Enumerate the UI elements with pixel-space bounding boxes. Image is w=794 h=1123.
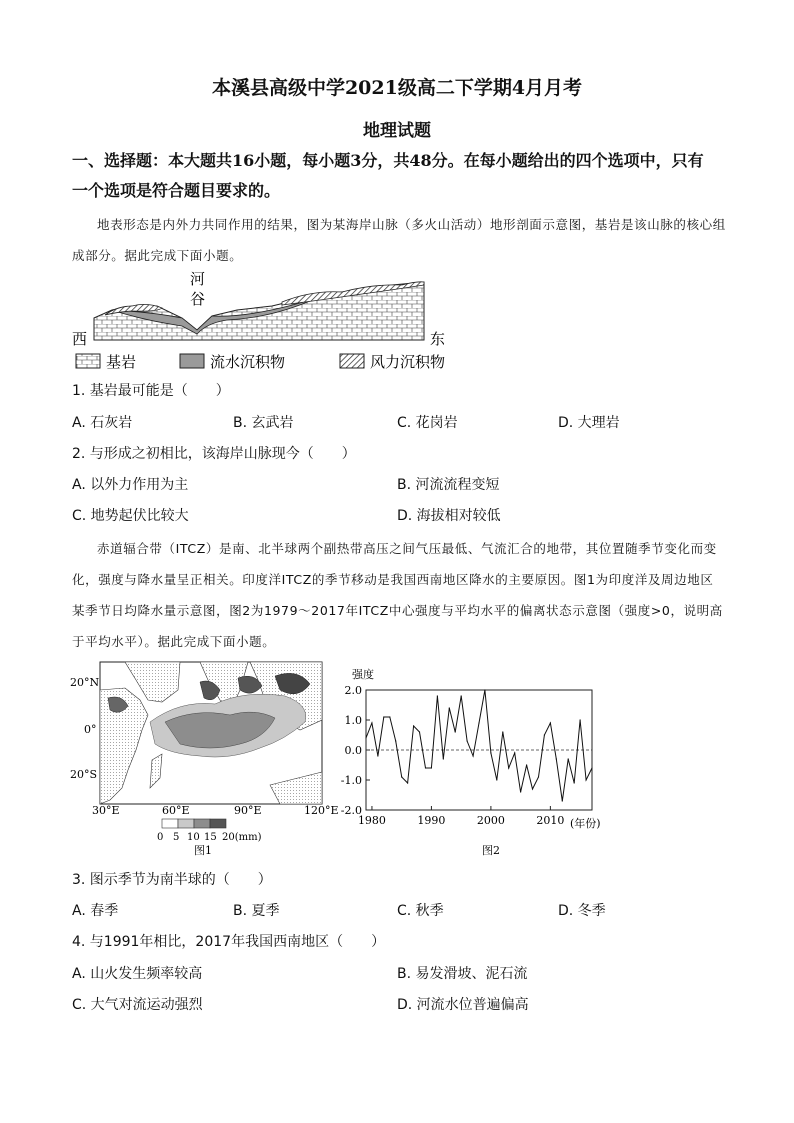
lat-label-20s: 20°S (70, 768, 98, 781)
itcz-intensity-series (366, 690, 592, 801)
east-label: 东 (430, 330, 446, 348)
section-heading-line1: 一、选择题：本大题共16小题，每小题3分，共48分。在每小题给出的四个选项中，只有 (72, 151, 704, 170)
legend-value-10: 10 (187, 832, 200, 843)
data-point-1981 (377, 755, 378, 756)
terrain-profile-figure (72, 268, 472, 380)
q4-option-c[interactable]: C. 大气对流运动强烈 (72, 997, 203, 1013)
data-point-1989 (425, 767, 426, 768)
data-point-2000 (490, 752, 491, 753)
legend-value-20: 20(mm) (222, 832, 262, 843)
data-point-1987 (413, 725, 414, 726)
q2-option-c[interactable]: C. 地势起伏比较大 (72, 508, 189, 524)
data-point-2008 (538, 776, 539, 777)
data-point-2001 (496, 779, 497, 780)
data-point-2005 (520, 791, 521, 792)
legend-swatch-0 (162, 819, 178, 828)
data-point-1979 (365, 737, 366, 738)
legend-swatch-5 (178, 819, 194, 828)
lon-label-90e: 90°E (234, 804, 262, 817)
data-point-1983 (389, 716, 390, 717)
data-point-2004 (514, 752, 515, 753)
lon-label-120e: 120°E (304, 804, 339, 817)
data-point-2015 (580, 719, 581, 720)
q3-option-b[interactable]: B. 夏季 (233, 903, 280, 919)
q3-option-a[interactable]: A. 春季 (72, 903, 119, 919)
data-point-1982 (383, 716, 384, 717)
data-point-2003 (508, 767, 509, 768)
data-point-1984 (395, 740, 396, 741)
q1-option-c[interactable]: C. 花岗岩 (397, 415, 458, 431)
data-point-1986 (407, 782, 408, 783)
data-point-2014 (574, 782, 575, 783)
legend-value-0: 0 (157, 832, 164, 843)
legend-bedrock-label: 基岩 (106, 353, 137, 371)
q2-option-a[interactable]: A. 以外力作用为主 (72, 477, 189, 493)
q1-option-b[interactable]: B. 玄武岩 (233, 415, 294, 431)
x-tick-label: 2010 (536, 814, 565, 827)
river-valley-label-1: 河 (190, 270, 206, 288)
data-point-1999 (484, 689, 485, 690)
y-tick-label: 2.0 (344, 684, 362, 697)
q3-option-c[interactable]: C. 秋季 (397, 903, 444, 919)
y-tick-label: -1.0 (340, 774, 362, 787)
chart-ylabel: 强度 (352, 668, 374, 681)
lat-label-0: 0° (84, 723, 97, 736)
y-tick-label: -2.0 (340, 804, 362, 817)
q2-option-d[interactable]: D. 海拔相对较低 (397, 508, 501, 524)
legend-fluvial-swatch (180, 354, 204, 368)
data-point-2006 (526, 764, 527, 765)
exam-subtitle: 地理试题 (363, 121, 431, 141)
data-point-2016 (585, 779, 586, 780)
section-heading-line2: 一个选项是符合题目要求的。 (72, 181, 281, 200)
data-point-1993 (449, 707, 450, 708)
x-tick-label: 1980 (357, 814, 386, 827)
legend-swatch-15 (210, 819, 226, 828)
data-point-1990 (431, 767, 432, 768)
data-point-2011 (556, 758, 557, 759)
question-4-stem: 4. 与1991年相比，2017年我国西南地区（ ） (72, 934, 386, 950)
y-tick-label: 0.0 (344, 744, 362, 757)
chart-xlabel: (年份) (570, 817, 601, 830)
data-point-1985 (401, 776, 402, 777)
figure-1-caption: 图1 (194, 844, 212, 857)
river-valley-label-2: 谷 (190, 290, 206, 308)
lat-label-20n: 20°N (70, 676, 100, 689)
q3-option-d[interactable]: D. 冬季 (558, 903, 606, 919)
data-point-1992 (443, 758, 444, 759)
legend-value-5: 5 (173, 832, 180, 843)
legend-swatch-10 (194, 819, 210, 828)
q1-option-a[interactable]: A. 石灰岩 (72, 415, 133, 431)
question-2-stem: 2. 与形成之初相比，该海岸山脉现今（ ） (72, 446, 356, 462)
q4-option-b[interactable]: B. 易发滑坡、泥石流 (397, 966, 528, 982)
data-point-2013 (568, 758, 569, 759)
section-heading (72, 146, 732, 206)
west-label: 西 (72, 330, 88, 348)
precipitation-map (70, 660, 339, 860)
exam-title: 本溪县高级中学2021级高二下学期4月月考 (211, 77, 583, 99)
data-point-1980 (371, 722, 372, 723)
data-point-2002 (502, 731, 503, 732)
data-point-1994 (455, 731, 456, 732)
data-point-2010 (550, 722, 551, 723)
lon-label-30e: 30°E (92, 804, 120, 817)
question-1-stem: 1. 基岩最可能是（ ） (72, 383, 230, 399)
data-point-1996 (467, 740, 468, 741)
legend-bedrock-swatch (76, 354, 100, 368)
q2-option-b[interactable]: B. 河流流程变短 (397, 477, 500, 493)
legend-aeolian-label: 风力沉积物 (370, 353, 446, 371)
figure-2-caption: 图2 (482, 844, 500, 857)
passage-2: 赤道辐合带（ITCZ）是南、北半球两个副热带高压之间气压最低、气流汇合的地带，其位置随季节变化而变化，强度与降水量呈正相关。印度洋ITCZ的季节移动是我国西南地区降水的主要原因。图1为印度洋及周边地区某季节日均降水量示意图，图2为1979～2017年ITCZ中心强度与平均水平的偏离状态示意图（强度>0，说明高于平均水平）。据此完成下面小题。 (72, 541, 723, 649)
passage-1: 地表形态是内外力共同作用的结果，图为某海岸山脉（多火山活动）地形剖面示意图，基岩是该山脉的核心组成部分。据此完成下面小题。 (72, 217, 726, 263)
q1-option-d[interactable]: D. 大理岩 (558, 415, 620, 431)
lon-label-60e: 60°E (162, 804, 190, 817)
q4-option-a[interactable]: A. 山火发生频率较高 (72, 966, 203, 982)
data-point-2009 (544, 734, 545, 735)
data-point-2007 (532, 788, 533, 789)
x-tick-label: 2000 (476, 814, 505, 827)
itcz-intensity-chart (330, 664, 620, 860)
data-point-1991 (437, 695, 438, 696)
data-point-1988 (419, 731, 420, 732)
legend-aeolian-swatch (340, 354, 364, 368)
data-point-1997 (472, 755, 473, 756)
data-point-1995 (461, 695, 462, 696)
data-point-2012 (562, 800, 563, 801)
x-tick-label: 1990 (417, 814, 446, 827)
legend-fluvial-label: 流水沉积物 (210, 353, 286, 371)
y-tick-label: 1.0 (344, 714, 362, 727)
data-point-1998 (478, 722, 479, 723)
legend-value-15: 15 (204, 832, 217, 843)
q4-option-d[interactable]: D. 河流水位普遍偏高 (397, 997, 529, 1013)
data-point-2017 (591, 767, 592, 768)
question-3-stem: 3. 图示季节为南半球的（ ） (72, 872, 272, 888)
